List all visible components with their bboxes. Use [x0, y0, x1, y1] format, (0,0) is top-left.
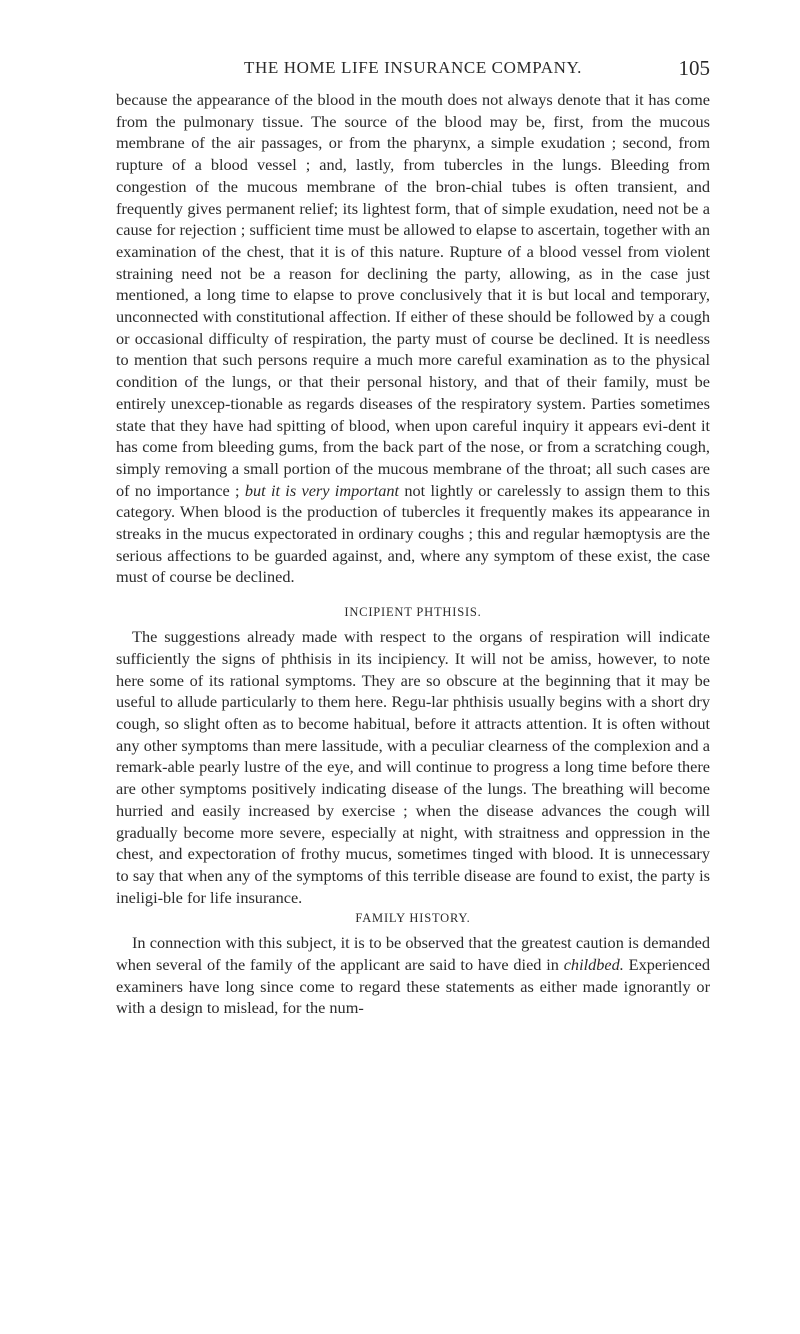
running-header	[116, 58, 710, 84]
paragraph-text: because the appearance of the blood in the mouth does not always denote that it has come from the pulmonary tissue. The source of the blood may be, first, from the mucous membrane of the air passages, or from the pharynx, a simple exudation ; second, from rupture of a blood vessel ; and, lastly, from tubercles in the lungs. Bleeding from congestion of the mucous membrane of the bron-chial tubes is often transient, and frequently gives permanent relief; its lightest form, that of simple exudation, need not be a cause for rejection ; sufficient time must be allowed to elapse to ascertain, together with an examination of the chest, that it is of this nature. Rupture of a blood vessel from violent straining need not be a reason for declining the party, allowing, as in the case just mentioned, a long time to elapse to prove conclusively that it is but local and temporary, unconnected with constitutional affection. If either of these should be followed by a cough or occasional difficulty of respiration, the party must of course be declined. It is needless to mention that such persons require a much more careful examination as to the physical condition of the lungs, or that their personal history, and that of their family, must be entirely unexcep-tionable as regards diseases of the respiratory system. Parties sometimes state that they have had spitting of blood, when upon careful inquiry it appears evi-dent it has come from bleeding gums, from the back part of the nose, or from a scratching cough, simply removing a small portion of the mucous membrane of the throat; all such cases are of no importance ;	[116, 90, 710, 500]
paragraph-text: Experienced examiners have long since come to regard these statements as either made ignorantly or with a design to mislead, for the num-	[116, 955, 710, 1018]
paragraph-family-history	[116, 932, 710, 1019]
section-heading-incipient-phthisis: INCIPIENT PHTHISIS.	[344, 605, 482, 620]
paragraph-text: not lightly or carelessly to assign them to this category. When blood is the production of tubercles it frequently makes its appearance in streaks in the mucus expectorated in ordinary coughs ; this and regular hæmoptysis are the serious affections to be guarded against, and, where any symptom of these exist, the case must of course be declined.	[116, 480, 710, 587]
page-number: 105	[678, 56, 710, 80]
body-text	[116, 89, 710, 1019]
emphasis-text: childbed.	[563, 955, 624, 975]
running-title: THE HOME LIFE INSURANCE COMPANY.	[244, 58, 582, 77]
paragraph-incipient-phthisis: The suggestions already made with respect to the organs of respiration will indicate sufficiently the signs of phthisis in its incipiency. It will not be amiss, however, to note here some of its rational symptoms. They are so obscure at the beginning that it may be useful to allude particularly to them here. Regu-lar phthisis usually begins with a short dry cough, so slight often as to become habitual, before it attracts attention. It is often without any other symptoms than mere lassitude, with a peculiar clearness of the complexion and a remark-able pearly lustre of the eye, and will continue to progress a long time before there are other symptoms positively indicating disease of the lungs. The breathing will become hurried and easily increased by exercise ; when the disease advances the cough will gradually become more severe, especially at night, with straitness and oppression in the chest, and expectoration of frothy mucus, sometimes tinged with blood. It is unnecessary to say that when any of the symptoms of this terrible disease are found to exist, the party is ineligi-ble for life insurance.	[116, 627, 710, 907]
section-heading-family-history: FAMILY HISTORY.	[355, 911, 471, 926]
paragraph-haemoptysis	[116, 89, 710, 588]
emphasis-text: but it is very important	[244, 480, 400, 500]
paragraph-text: In connection with this subject, it is to be observed that the greatest caution is demanded when several of the family of the applicant are said to have died in	[116, 933, 710, 975]
